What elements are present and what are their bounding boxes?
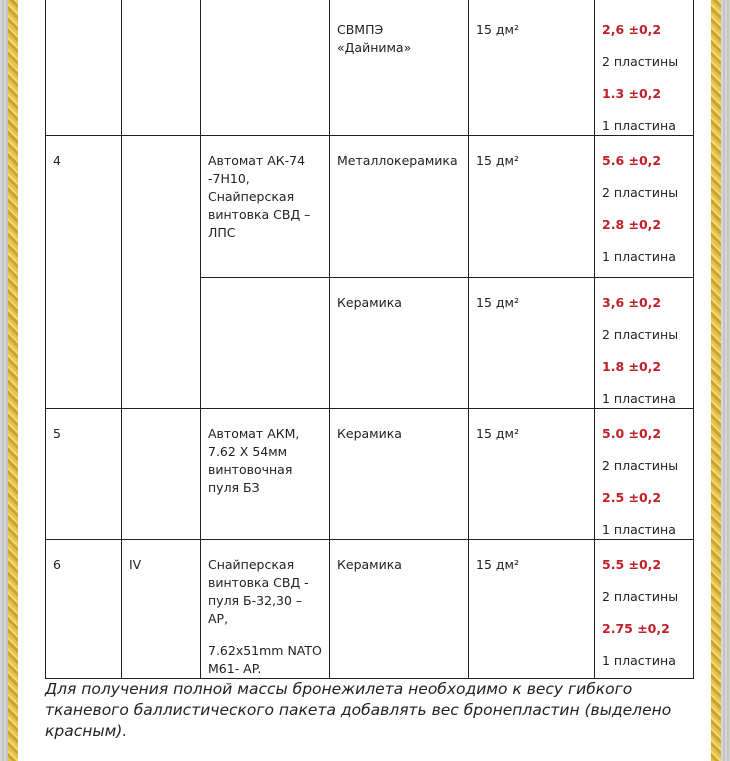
protection-class-cell [122, 409, 201, 540]
plate-count: 2 пластины [602, 54, 679, 69]
next-paragraph-cutoff [45, 752, 695, 761]
decorative-border-right [711, 0, 721, 761]
row-number: 5 [53, 426, 61, 441]
weapon-line: винтовка СВД – [208, 207, 311, 222]
weapon-line: Снайперская [208, 557, 295, 572]
material-cell [330, 409, 469, 540]
material-label: Керамика [337, 295, 402, 310]
weight-value-red: 2.8 ±0,2 [602, 217, 662, 232]
plate-count: 1 пластина [602, 522, 676, 537]
weight-value-red: 2.5 ±0,2 [602, 490, 662, 505]
weight-cell [595, 540, 694, 679]
weight-value-red: 5.0 ±0,2 [602, 426, 662, 441]
weight-value-red: 5.5 ±0,2 [602, 557, 662, 572]
weapon-line: винтовка СВД - [208, 575, 309, 590]
area-cell [469, 409, 595, 540]
table-row [46, 0, 694, 136]
material-cell [330, 278, 469, 409]
protection-class: IV [129, 557, 142, 572]
material-label: Металлокерамика [337, 153, 458, 168]
area-value: 15 дм² [476, 295, 519, 310]
material-cell [330, 136, 469, 278]
content-page [18, 0, 711, 761]
row-number-cell [46, 0, 122, 136]
area-cell [469, 278, 595, 409]
area-cell [469, 136, 595, 278]
weight-cell [595, 136, 694, 278]
protection-class-cell [122, 540, 201, 679]
armor-table [45, 0, 694, 679]
weight-cell [595, 0, 694, 136]
weapon-line: АР, [208, 611, 229, 626]
plate-count: 2 пластины [602, 327, 679, 342]
weapon-line: Снайперская [208, 189, 295, 204]
plate-count: 1 пластина [602, 653, 676, 668]
material-cell [330, 0, 469, 136]
protection-class-cell [122, 0, 201, 136]
area-cell [469, 540, 595, 679]
weight-value-red: 2.75 ±0,2 [602, 621, 670, 636]
area-cell [469, 0, 595, 136]
row-number-cell [46, 136, 122, 409]
weight-value-red: 3,6 ±0,2 [602, 295, 662, 310]
weapon-line: -7Н10, [208, 171, 250, 186]
weapon-gap [208, 628, 322, 642]
row-number-cell [46, 540, 122, 679]
row-number: 4 [53, 153, 61, 168]
weight-value-red: 1.3 ±0,2 [602, 86, 662, 101]
weight-value-red: 2,6 ±0,2 [602, 22, 662, 37]
row-number: 6 [53, 557, 61, 572]
weapon-cell [201, 136, 330, 278]
plate-count: 2 пластины [602, 458, 679, 473]
weapon-cell [201, 409, 330, 540]
weapon-line: пуля Б-32,30 – [208, 593, 303, 608]
material-label: Керамика [337, 557, 402, 572]
page-edge-right [721, 0, 730, 761]
material-label: Керамика [337, 426, 402, 441]
material-label: СВМПЭ «Дайнима» [337, 22, 412, 55]
area-value: 15 дм² [476, 426, 519, 441]
material-cell [330, 540, 469, 679]
plate-count: 1 пластина [602, 118, 676, 133]
weapon-line: 7.62х51mm NATO [208, 643, 322, 658]
plate-count: 2 пластины [602, 589, 679, 604]
weapon-line: ЛПС [208, 225, 236, 240]
plate-count: 2 пластины [602, 185, 679, 200]
weapon-line: Автомат АК-74 [208, 153, 306, 168]
table-row [46, 409, 694, 540]
weapon-line: Автомат АКМ, [208, 426, 300, 441]
note-paragraph: Для получения полной массы бронежилета необходимо к весу гибкого тканевого баллистического пакета добавлять вес бронепластин (выделено красным). [45, 680, 672, 740]
weapon-line: 7.62 Х 54мм [208, 444, 288, 459]
plate-count: 1 пластина [602, 391, 676, 406]
area-value: 15 дм² [476, 557, 519, 572]
weight-value-red: 1.8 ±0,2 [602, 359, 662, 374]
weapon-cell [201, 0, 330, 136]
area-value: 15 дм² [476, 22, 519, 37]
row-number-cell [46, 409, 122, 540]
area-value: 15 дм² [476, 153, 519, 168]
weight-cell [595, 278, 694, 409]
weapon-cell [201, 540, 330, 679]
plate-count: 1 пластина [602, 249, 676, 264]
weight-cell [595, 409, 694, 540]
weapon-line: пуля БЗ [208, 480, 260, 495]
weapon-line: M61- AP. [208, 661, 262, 676]
decorative-border-left [8, 0, 18, 761]
table-row [46, 540, 694, 679]
weapon-cell [201, 278, 330, 409]
weight-value-red: 5.6 ±0,2 [602, 153, 662, 168]
page-edge-left [0, 0, 8, 761]
weapon-line: винтовочная [208, 462, 293, 477]
table-row [46, 136, 694, 278]
protection-class-cell [122, 136, 201, 409]
